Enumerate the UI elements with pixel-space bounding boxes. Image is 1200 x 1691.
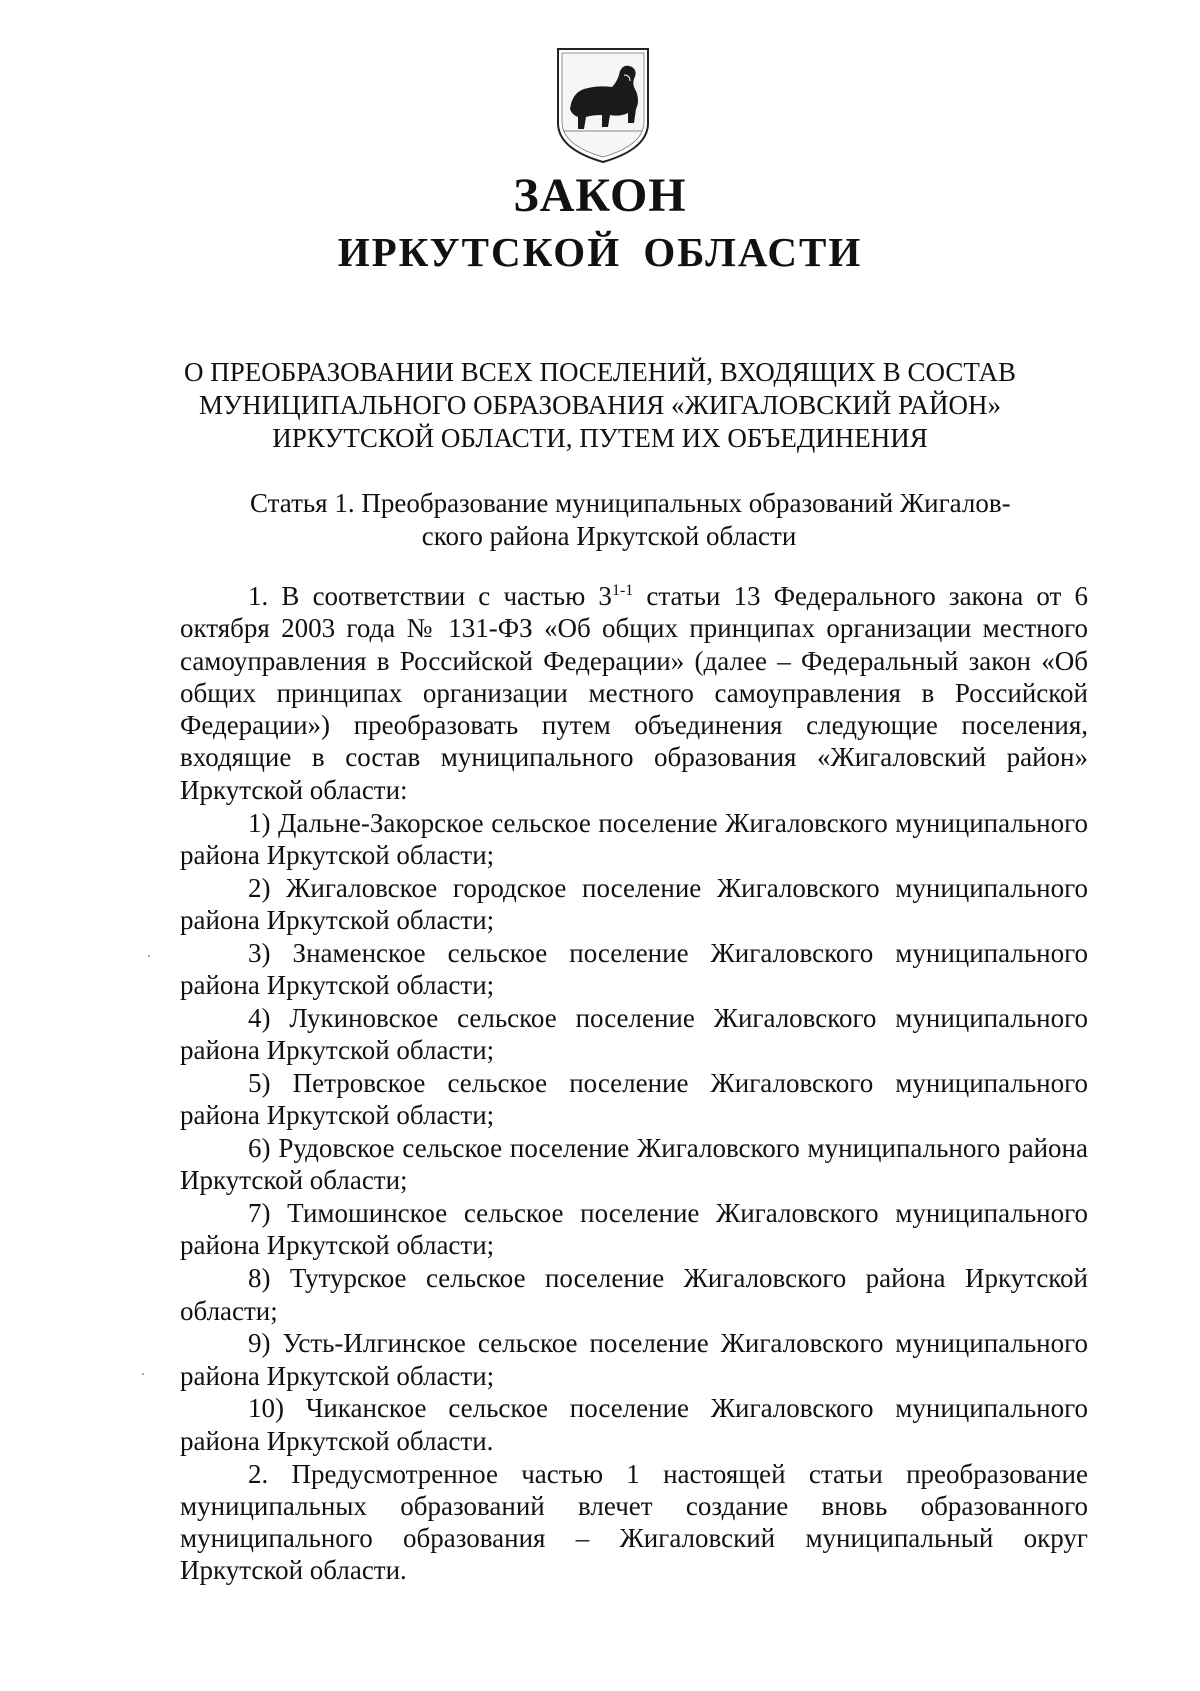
list-item: 2) Жигаловское городское поселение Жигаловского муниципального района Иркутской области; — [180, 872, 1088, 935]
subject-line: МУНИЦИПАЛЬНОГО ОБРАЗОВАНИЯ «ЖИГАЛОВСКИЙ РАЙОН» — [198, 390, 1002, 420]
list-item: 5) Петровское сельское поселение Жигаловского муниципального района Иркутской области; — [180, 1067, 1088, 1131]
paragraph-1-rest: статьи 13 Федерального закона от 6 октября 2003 года № 131-ФЗ «Об общих принципах организации местного самоуправления в Российской Федерации» (далее – Федеральный закон «Об общих принципах организации местного самоуправления в Российской Федерации») преобразовать путем объединения следующие поселения, входящие в состав муниципального образования «Жигаловский район» Иркутской области: — [180, 581, 1088, 805]
list-item: 9) Усть-Илгинское сельское поселение Жигаловского муниципального района Иркутской области; — [180, 1328, 1088, 1391]
article-body — [180, 580, 1088, 1587]
list-item: 1) Дальне-Закорское сельское поселение Жигаловского муниципального района Иркутской области; — [180, 807, 1088, 870]
subject-line: О ПРЕОБРАЗОВАНИИ ВСЕХ ПОСЕЛЕНИЙ, ВХОДЯЩИХ В СОСТАВ — [183, 357, 1017, 387]
subject-line: ИРКУТСКОЙ ОБЛАСТИ, ПУТЕМ ИХ ОБЪЕДИНЕНИЯ — [272, 423, 928, 453]
paragraph-2: 2. Предусмотренное частью 1 настоящей статьи преобразование муниципальных образований влечет создание вновь образованного муниципального образования – Жигаловский муниципальный округ Иркутской области. — [180, 1458, 1088, 1586]
list-item: 3) Знаменское сельское поселение Жигаловского муниципального района Иркутской области; — [180, 937, 1088, 1001]
article-heading — [250, 487, 1088, 553]
superscript-marker: 1-1 — [611, 582, 634, 599]
law-region: ИРКУТСКОЙ ОБЛАСТИ — [337, 229, 863, 275]
scan-speck — [148, 955, 150, 957]
list-item: 8) Тутурское сельское поселение Жигаловского района Иркутской области; — [180, 1263, 1088, 1326]
list-item: 4) Лукиновское сельское поселение Жигаловского муниципального района Иркутской области; — [180, 1002, 1088, 1066]
list-item: 10) Чиканское сельское поселение Жигаловского муниципального района Иркутской области. — [180, 1393, 1088, 1456]
paragraph-1-start: 1. В соответствии с частью 3 — [248, 581, 612, 611]
article-heading-line: ского района Иркутской области — [421, 521, 797, 551]
article-heading-line: Статья 1. Преобразование муниципальных образований Жигалов- — [250, 488, 1011, 518]
list-item: 6) Рудовское сельское поселение Жигаловского муниципального района Иркутской области; — [180, 1133, 1088, 1196]
list-item: 7) Тимошинское сельское поселение Жигаловского муниципального района Иркутской области; — [180, 1198, 1088, 1261]
scan-speck — [142, 1373, 144, 1375]
irkutsk-coat-of-arms-icon — [554, 45, 652, 165]
law-title: ЗАКОН — [513, 169, 687, 222]
paragraph-1 — [180, 580, 1088, 806]
law-subject — [150, 356, 1050, 455]
